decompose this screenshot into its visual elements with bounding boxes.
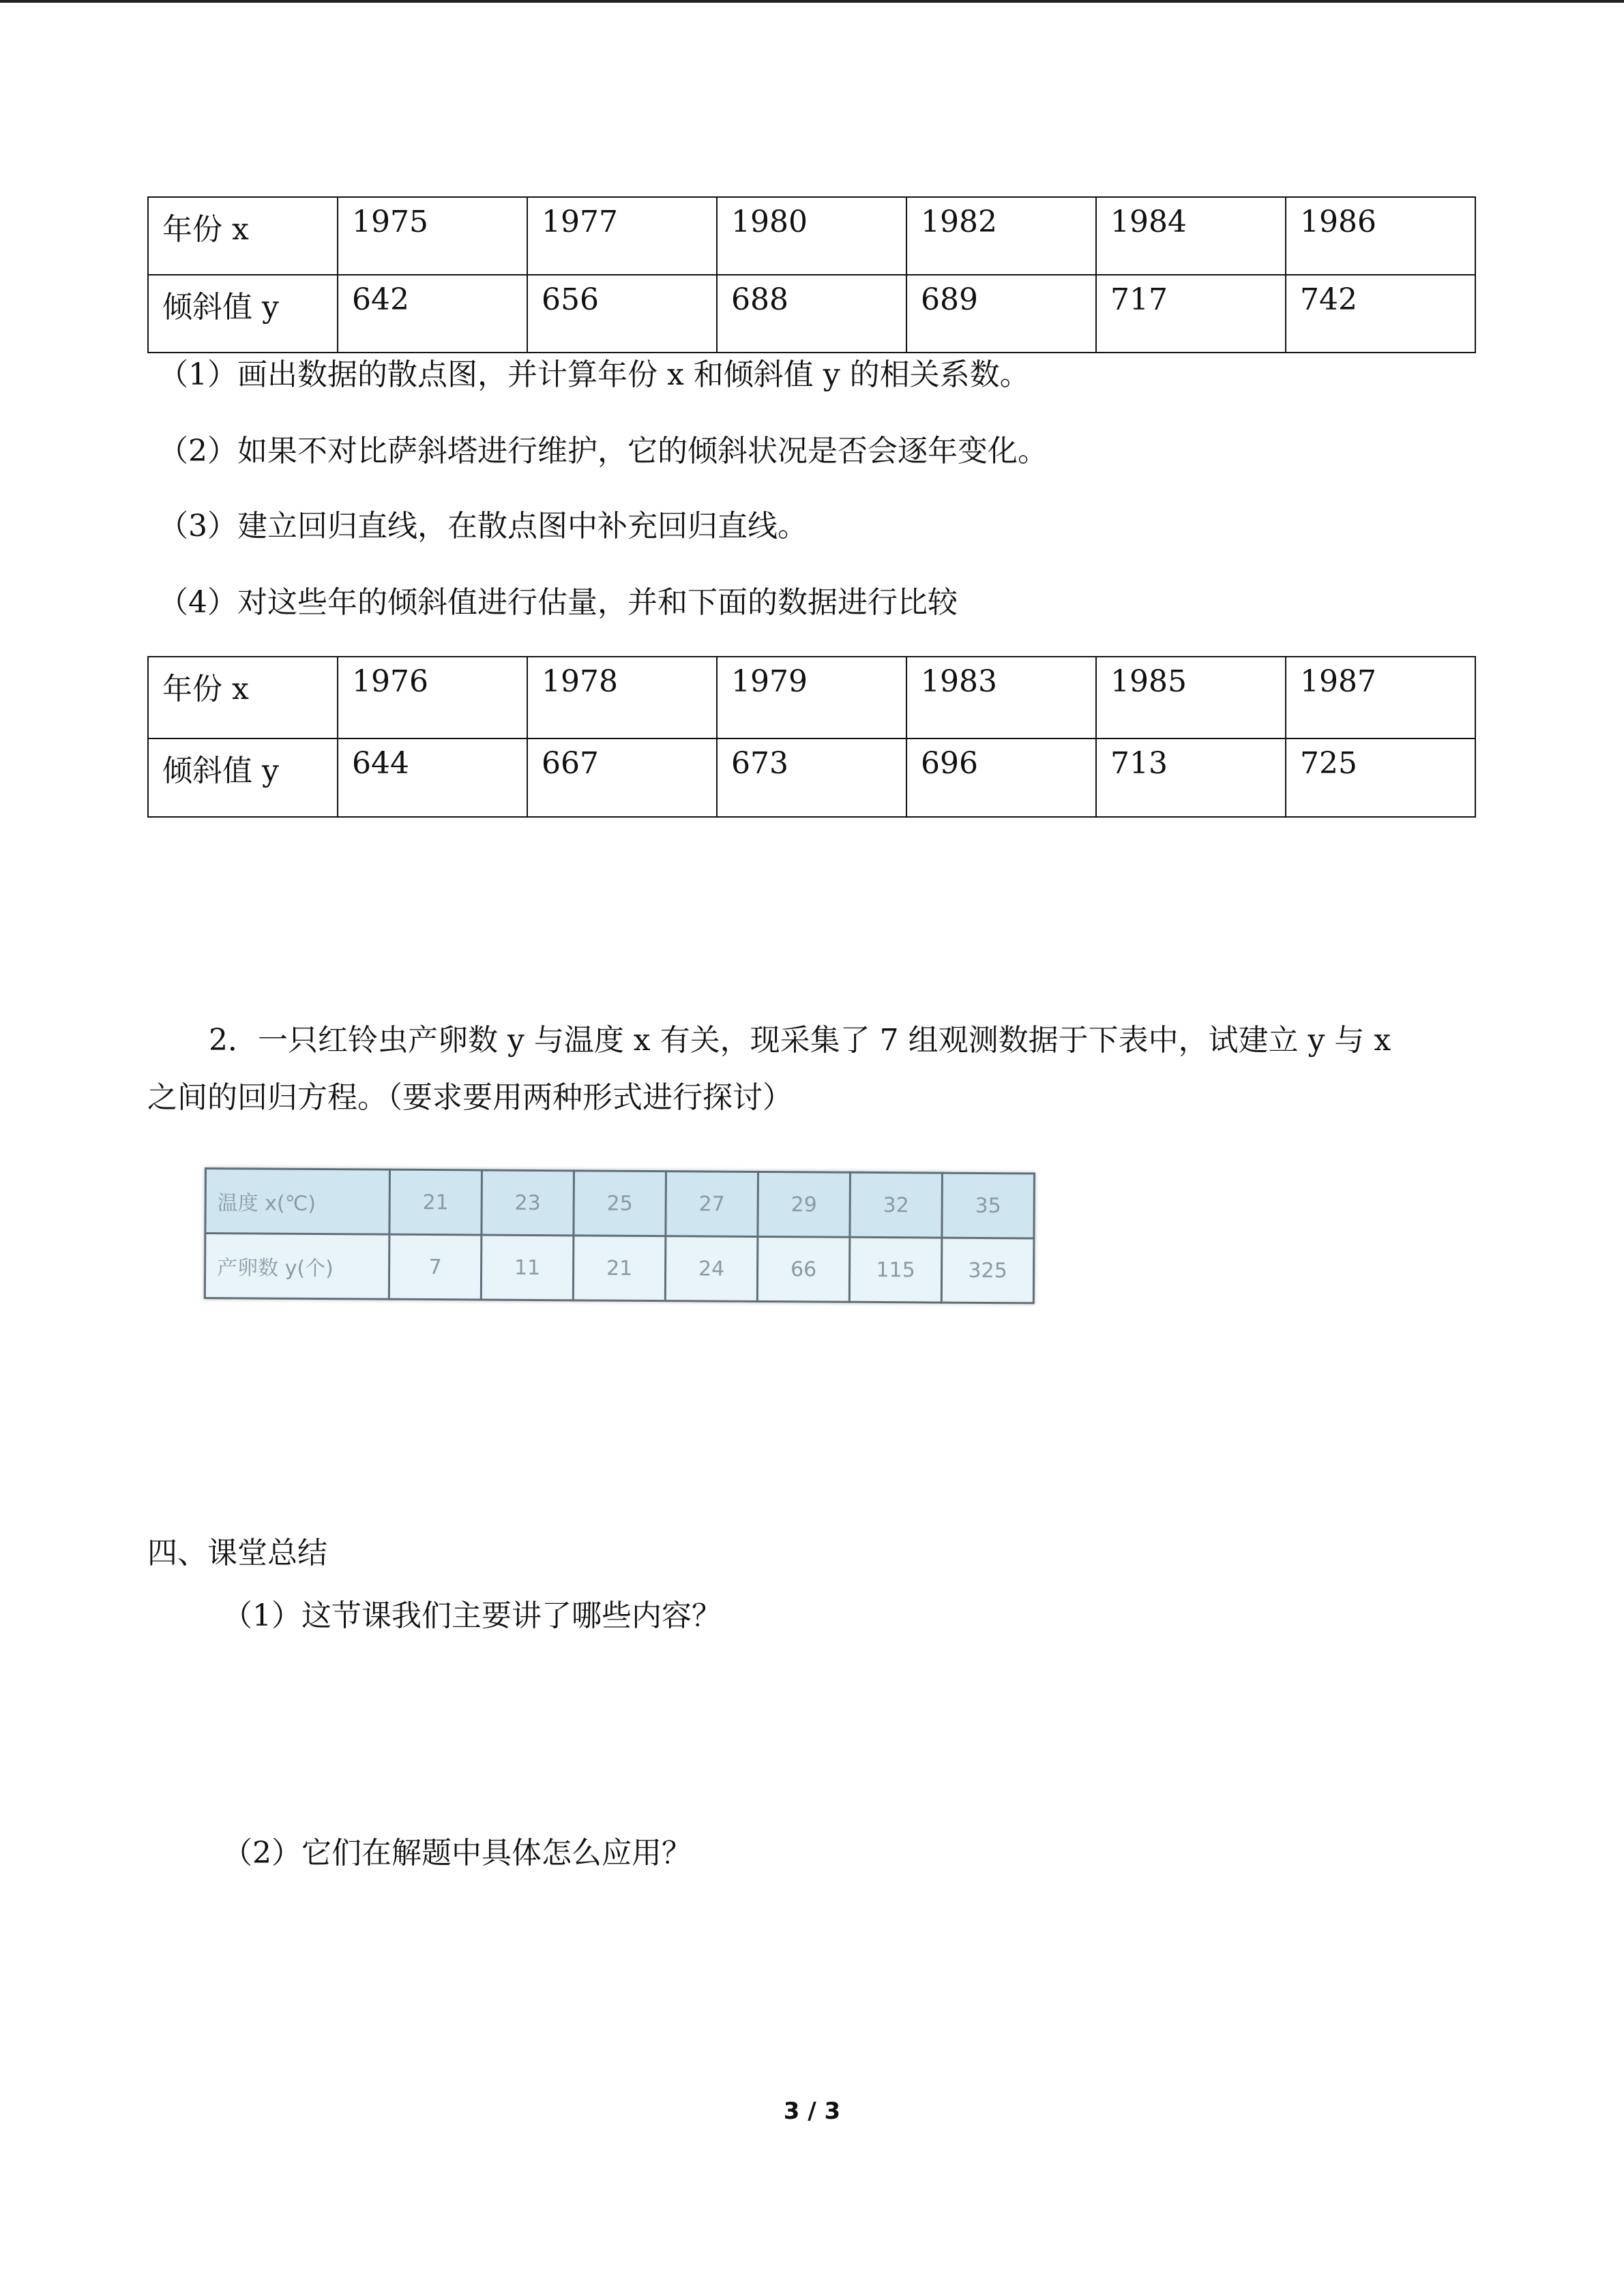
egg-count-table (204, 1167, 1035, 1304)
table-cell: 642 (338, 275, 527, 353)
table-row (205, 1169, 1035, 1238)
summary-item-2: （2）它们在解题中具体怎么应用？ (222, 1836, 692, 1870)
table-cell: 325 (941, 1238, 1034, 1303)
table-cell: 1979 (717, 657, 906, 739)
table-cell: 7 (389, 1234, 482, 1300)
table-cell: 1987 (1286, 657, 1475, 739)
table-cell: 66 (757, 1236, 850, 1302)
table-cell: 29 (758, 1172, 851, 1237)
problem-2-line-2: 之间的回归方程。（要求要用两种形式进行探讨） (147, 1080, 793, 1115)
table-cell: 688 (717, 275, 906, 353)
table-cell: 倾斜值 y (148, 275, 338, 353)
table-cell: 742 (1286, 275, 1475, 353)
table-row (148, 275, 1475, 353)
table-row (148, 739, 1475, 817)
question-1: （1）画出数据的散点图，并计算年份 x 和倾斜值 y 的相关系数。 (158, 357, 1030, 392)
table-cell: 年份 x (148, 197, 338, 275)
table-cell: 725 (1286, 739, 1475, 817)
table-cell: 35 (942, 1173, 1035, 1238)
table-cell: 1978 (527, 657, 717, 739)
table-cell: 644 (338, 739, 527, 817)
section-heading: 四、课堂总结 (147, 1536, 327, 1570)
table-cell: 11 (481, 1235, 574, 1300)
table-cell: 115 (849, 1237, 942, 1302)
table-cell: 1984 (1096, 197, 1286, 275)
table-cell: 1983 (906, 657, 1096, 739)
table-cell: 1985 (1096, 657, 1286, 739)
table-row (205, 1234, 1034, 1303)
table-cell: 1975 (338, 197, 527, 275)
top-border-line (0, 0, 1624, 3)
table-cell: 21 (573, 1236, 666, 1301)
table-cell: 667 (527, 739, 717, 817)
table-cell: 1982 (906, 197, 1096, 275)
summary-item-1: （1）这节课我们主要讲了哪些内容？ (222, 1598, 722, 1633)
table-cell: 1976 (338, 657, 527, 739)
table-cell: 1977 (527, 197, 717, 275)
table-cell: 倾斜值 y (148, 739, 338, 817)
table-cell: 673 (717, 739, 906, 817)
table-cell: 696 (906, 739, 1096, 817)
table-row (148, 197, 1475, 275)
table-row (148, 657, 1475, 739)
table-cell: 32 (850, 1172, 943, 1238)
table-cell: 713 (1096, 739, 1286, 817)
table-cell: 689 (906, 275, 1096, 353)
question-2: （2）如果不对比萨斜塔进行维护，它的倾斜状况是否会逐年变化。 (158, 434, 1048, 468)
question-4: （4）对这些年的倾斜值进行估量，并和下面的数据进行比较 (158, 585, 958, 620)
table-cell: 23 (482, 1170, 574, 1236)
table-cell: 温度 x(℃) (205, 1169, 390, 1235)
question-3: （3）建立回归直线，在散点图中补充回归直线。 (158, 509, 808, 543)
table-cell: 年份 x (148, 657, 338, 739)
page-number: 3 / 3 (783, 2098, 841, 2125)
table-cell: 产卵数 y(个) (205, 1234, 389, 1300)
table-cell: 1980 (717, 197, 906, 275)
table-cell: 25 (574, 1171, 666, 1236)
table-cell: 27 (666, 1172, 758, 1237)
tilt-data-table-2 (147, 656, 1476, 818)
table-cell: 656 (527, 275, 717, 353)
problem-2-line-1: 2．一只红铃虫产卵数 y 与温度 x 有关，现采集了 7 组观测数据于下表中，试建立 y 与 x (209, 1023, 1391, 1058)
table-cell: 1986 (1286, 197, 1475, 275)
table-cell: 24 (665, 1236, 758, 1302)
tilt-data-table-1 (147, 196, 1476, 353)
scanned-table-image (164, 1139, 1064, 1309)
table-cell: 21 (389, 1169, 482, 1235)
table-cell: 717 (1096, 275, 1286, 353)
